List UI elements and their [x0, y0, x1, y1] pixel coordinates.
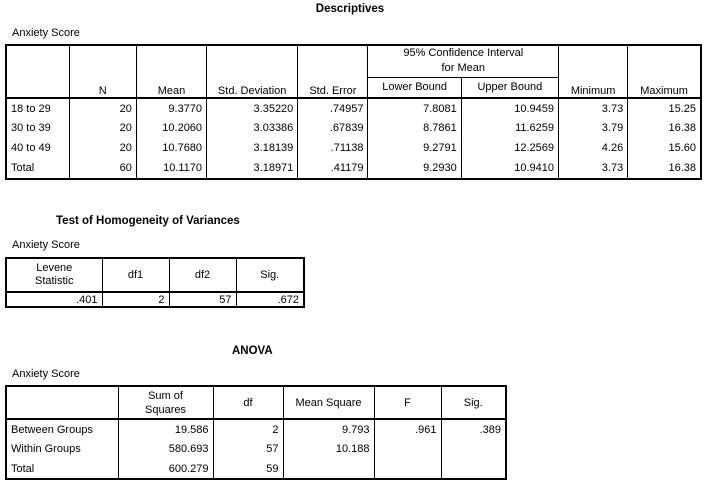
homogeneity-table [5, 257, 305, 308]
header-upper-bound: Upper Bound [461, 77, 558, 98]
mean-square-value: 9.793 [283, 419, 374, 439]
header-sum-of-squares: Sum of Squares [118, 386, 213, 419]
std-error-value: .67839 [298, 118, 368, 138]
mean-value: 10.2060 [136, 118, 206, 138]
upper-bound-value: 11.6259 [461, 118, 558, 138]
std-error-value: .71138 [298, 138, 368, 158]
header-std-error: Std. Error [298, 45, 368, 98]
lower-bound-value: 8.7861 [368, 118, 461, 138]
df-value: 2 [213, 419, 283, 439]
n-value: 20 [69, 98, 136, 118]
lower-bound-value: 9.2791 [368, 138, 461, 158]
f-value: .961 [374, 419, 441, 439]
df2-value: 57 [169, 292, 236, 307]
upper-bound-value: 12.2569 [461, 138, 558, 158]
header-df1: df1 [102, 258, 169, 292]
maximum-value: 15.60 [628, 138, 701, 158]
lower-bound-value: 7.8081 [368, 98, 461, 118]
header-maximum: Maximum [628, 45, 701, 98]
header-n: N [69, 45, 136, 98]
f-value [374, 459, 441, 479]
header-corner [6, 386, 118, 419]
maximum-value: 15.25 [628, 98, 701, 118]
descriptives-title: Descriptives [315, 3, 385, 15]
header-confidence-interval: 95% Confidence Interval for Mean [368, 45, 559, 77]
minimum-value: 3.73 [559, 98, 628, 118]
std-deviation-value: 3.35220 [207, 98, 298, 118]
group-label: 40 to 49 [11, 142, 51, 154]
sum-of-squares-value: 600.279 [118, 459, 213, 479]
df-value: 59 [213, 459, 283, 479]
header-f: F [374, 386, 441, 419]
std-error-value: .74957 [298, 98, 368, 118]
minimum-value: 3.79 [559, 118, 628, 138]
n-value: 20 [69, 138, 136, 158]
mean-value: 9.3770 [136, 98, 206, 118]
df1-value: 2 [102, 292, 169, 307]
upper-bound-value: 10.9459 [461, 98, 558, 118]
header-df2: df2 [169, 258, 236, 292]
table-row [6, 459, 506, 479]
sig-value [441, 459, 506, 479]
homogeneity-title: Test of Homogeneity of Variances [56, 215, 240, 227]
anova-title: ANOVA [232, 345, 273, 357]
maximum-value: 16.38 [628, 118, 701, 138]
sum-of-squares-value: 580.693 [118, 439, 213, 459]
header-corner [6, 45, 69, 98]
table-row [6, 138, 701, 158]
minimum-value: 3.73 [559, 158, 628, 179]
f-value [374, 439, 441, 459]
group-label: 18 to 29 [11, 102, 51, 115]
minimum-value: 4.26 [559, 138, 628, 158]
maximum-value: 16.38 [628, 158, 701, 179]
descriptives-table [5, 44, 702, 180]
table-row [6, 439, 506, 459]
std-deviation-value: 3.18139 [207, 138, 298, 158]
sum-of-squares-value: 19.586 [118, 419, 213, 439]
source-label: Between Groups [11, 423, 93, 436]
std-error-value: .41179 [298, 158, 368, 179]
lower-bound-value: 9.2930 [368, 158, 461, 179]
table-row [6, 419, 506, 439]
group-label: Total [11, 162, 35, 174]
header-mean-square: Mean Square [283, 386, 374, 419]
source-label: Total [11, 462, 35, 475]
group-label: 30 to 39 [11, 122, 51, 134]
std-deviation-value: 3.03386 [207, 118, 298, 138]
anova-subtitle: Anxiety Score [12, 368, 80, 380]
descriptives-subtitle: Anxiety Score [12, 27, 80, 39]
table-row [6, 98, 701, 118]
anova-table [5, 385, 507, 480]
mean-square-value [283, 459, 374, 479]
header-std-deviation: Std. Deviation [207, 45, 298, 98]
header-sig: Sig. [441, 386, 506, 419]
sig-value: .389 [441, 419, 506, 439]
mean-value: 10.1170 [136, 158, 206, 179]
sig-value [441, 439, 506, 459]
std-deviation-value: 3.18971 [207, 158, 298, 179]
header-sig: Sig. [236, 258, 304, 292]
df-value: 57 [213, 439, 283, 459]
homogeneity-subtitle: Anxiety Score [12, 239, 80, 251]
n-value: 20 [69, 118, 136, 138]
table-row [6, 292, 304, 307]
sig-value: .672 [236, 292, 304, 307]
levene-value: .401 [76, 293, 98, 306]
table-row [6, 118, 701, 138]
header-mean: Mean [136, 45, 206, 98]
table-row [6, 158, 701, 179]
header-df: df [213, 386, 283, 419]
mean-square-value: 10.188 [283, 439, 374, 459]
header-minimum: Minimum [559, 45, 628, 98]
header-levene: Levene Statistic [6, 258, 102, 292]
upper-bound-value: 10.9410 [461, 158, 558, 179]
n-value: 60 [69, 158, 136, 179]
header-lower-bound: Lower Bound [368, 77, 461, 98]
source-label: Within Groups [11, 443, 81, 455]
mean-value: 10.7680 [136, 138, 206, 158]
